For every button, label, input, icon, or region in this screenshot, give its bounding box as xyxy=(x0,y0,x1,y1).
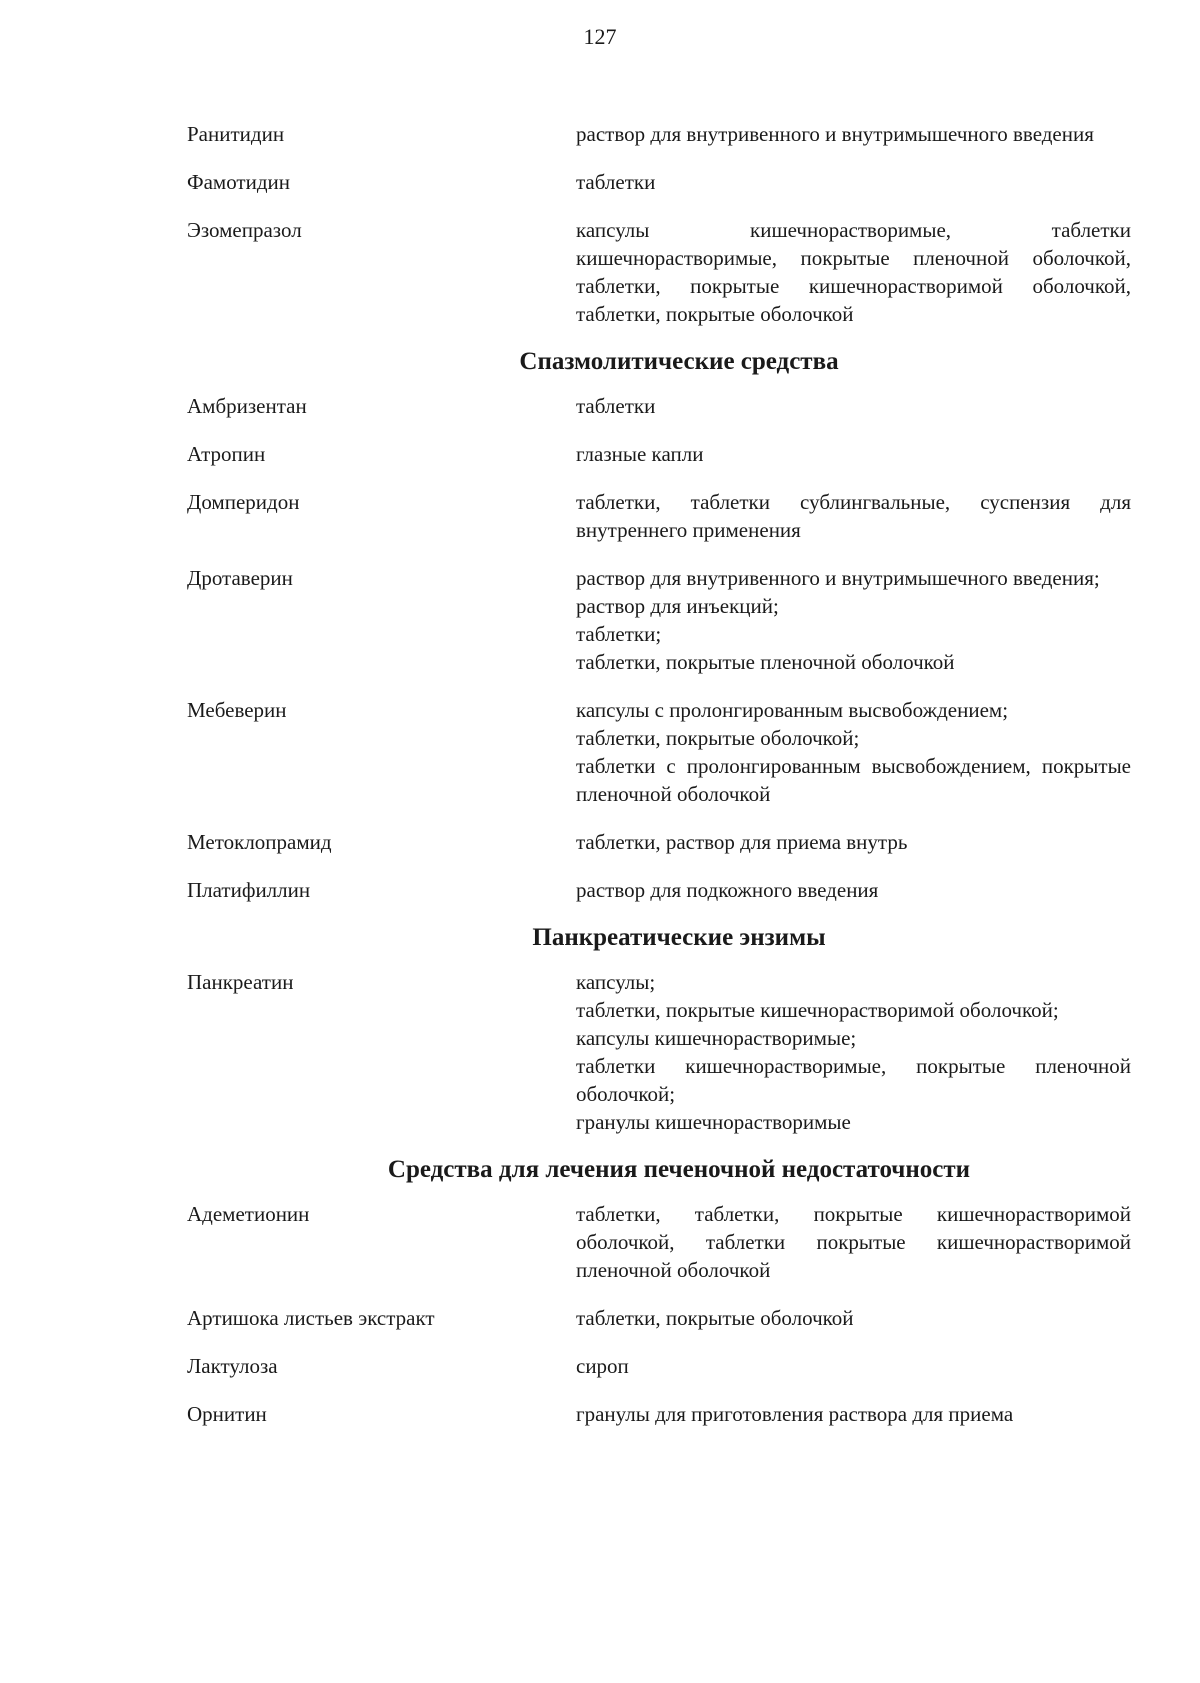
drug-name: Метоклопрамид xyxy=(187,830,332,854)
dosage-form-line: таблетки, покрытые оболочкой; xyxy=(576,726,860,750)
drug-name: Платифиллин xyxy=(187,878,311,902)
dosage-forms xyxy=(576,120,1131,148)
dosage-forms xyxy=(576,168,1131,196)
drug-name: Панкреатин xyxy=(187,970,294,994)
dosage-form-line: таблетки, таблетки сублингвальные, суспензия для внутреннего применения xyxy=(576,490,1131,542)
drug-name: Ранитидин xyxy=(187,122,285,146)
dosage-form-line: глазные капли xyxy=(576,442,704,466)
drug-name: Домперидон xyxy=(187,490,300,514)
dosage-forms xyxy=(576,488,1131,544)
dosage-form-line: капсулы; xyxy=(576,970,656,994)
dosage-form-line: раствор для подкожного введения xyxy=(576,878,879,902)
drug-entry xyxy=(187,876,1131,904)
page-number: 127 xyxy=(583,24,617,49)
dosage-forms xyxy=(576,828,1131,856)
dosage-form-line: раствор для внутривенного и внутримышечного введения xyxy=(576,122,1094,146)
dosage-forms xyxy=(576,392,1131,420)
drug-entry xyxy=(187,1304,1131,1332)
dosage-form-line: таблетки xyxy=(576,394,656,418)
dosage-forms xyxy=(576,216,1131,328)
dosage-forms xyxy=(576,696,1131,808)
dosage-forms xyxy=(576,1352,1131,1380)
drug-entry xyxy=(187,564,1131,676)
dosage-forms xyxy=(576,1304,1131,1332)
drug-name: Дротаверин xyxy=(187,566,293,590)
dosage-forms xyxy=(576,1200,1131,1284)
dosage-form-line: таблетки xyxy=(576,170,656,194)
drug-entry xyxy=(187,968,1131,1136)
dosage-forms xyxy=(576,440,1131,468)
drug-entry xyxy=(187,696,1131,808)
dosage-form-line: гранулы кишечнорастворимые xyxy=(576,1110,851,1134)
drug-entry xyxy=(187,1200,1131,1284)
dosage-forms xyxy=(576,564,1131,676)
dosage-form-line: таблетки кишечнорастворимые, покрытые пленочной оболочкой; xyxy=(576,1054,1131,1106)
drug-entry xyxy=(187,1400,1131,1428)
drug-name: Мебеверин xyxy=(187,698,287,722)
dosage-form-line: таблетки с пролонгированным высвобождением, покрытые пленочной оболочкой xyxy=(576,754,1131,806)
drug-name: Орнитин xyxy=(187,1402,267,1426)
drug-entry xyxy=(187,440,1131,468)
dosage-form-line: таблетки; xyxy=(576,622,662,646)
dosage-form-line: капсулы с пролонгированным высвобождением; xyxy=(576,698,1009,722)
drug-list xyxy=(187,120,1131,1448)
dosage-form-line: раствор для внутривенного и внутримышечного введения; xyxy=(576,566,1100,590)
drug-entry xyxy=(187,216,1131,328)
dosage-form-line: раствор для инъекций; xyxy=(576,594,779,618)
drug-entry xyxy=(187,120,1131,148)
section-heading: Панкреатические энзимы xyxy=(532,924,826,951)
dosage-form-line: таблетки, покрытые кишечнорастворимой оболочкой; xyxy=(576,998,1059,1022)
dosage-forms xyxy=(576,1400,1131,1428)
drug-name: Атропин xyxy=(187,442,266,466)
dosage-form-line: таблетки, покрытые оболочкой xyxy=(576,1306,854,1330)
drug-entry xyxy=(187,488,1131,544)
drug-entry xyxy=(187,1352,1131,1380)
dosage-form-line: таблетки, таблетки, покрытые кишечнорастворимой оболочкой, таблетки покрытые кишечнорастворимой пленочной оболочкой xyxy=(576,1202,1131,1282)
drug-entry xyxy=(187,392,1131,420)
section-heading: Спазмолитические средства xyxy=(519,348,839,375)
drug-entry xyxy=(187,828,1131,856)
dosage-form-line: гранулы для приготовления раствора для приема xyxy=(576,1402,1014,1426)
dosage-forms xyxy=(576,968,1131,1136)
drug-name: Артишока листьев экстракт xyxy=(187,1306,435,1330)
drug-entry xyxy=(187,168,1131,196)
dosage-form-line: капсулы кишечнорастворимые, таблетки кишечнорастворимые, покрытые пленочной оболочкой, таблетки, покрытые кишечнорастворимой оболочкой, таблетки, покрытые оболочкой xyxy=(576,218,1131,326)
dosage-form-line: таблетки, раствор для приема внутрь xyxy=(576,830,908,854)
dosage-form-line: таблетки, покрытые пленочной оболочкой xyxy=(576,650,955,674)
drug-name: Эзомепразол xyxy=(187,218,302,242)
drug-name: Лактулоза xyxy=(187,1354,278,1378)
drug-name: Адеметионин xyxy=(187,1202,310,1226)
section-heading: Средства для лечения печеночной недостаточности xyxy=(387,1156,971,1183)
dosage-forms xyxy=(576,876,1131,904)
drug-name: Фамотидин xyxy=(187,170,291,194)
drug-name: Амбризентан xyxy=(187,394,307,418)
dosage-form-line: сироп xyxy=(576,1354,629,1378)
dosage-form-line: капсулы кишечнорастворимые; xyxy=(576,1026,857,1050)
